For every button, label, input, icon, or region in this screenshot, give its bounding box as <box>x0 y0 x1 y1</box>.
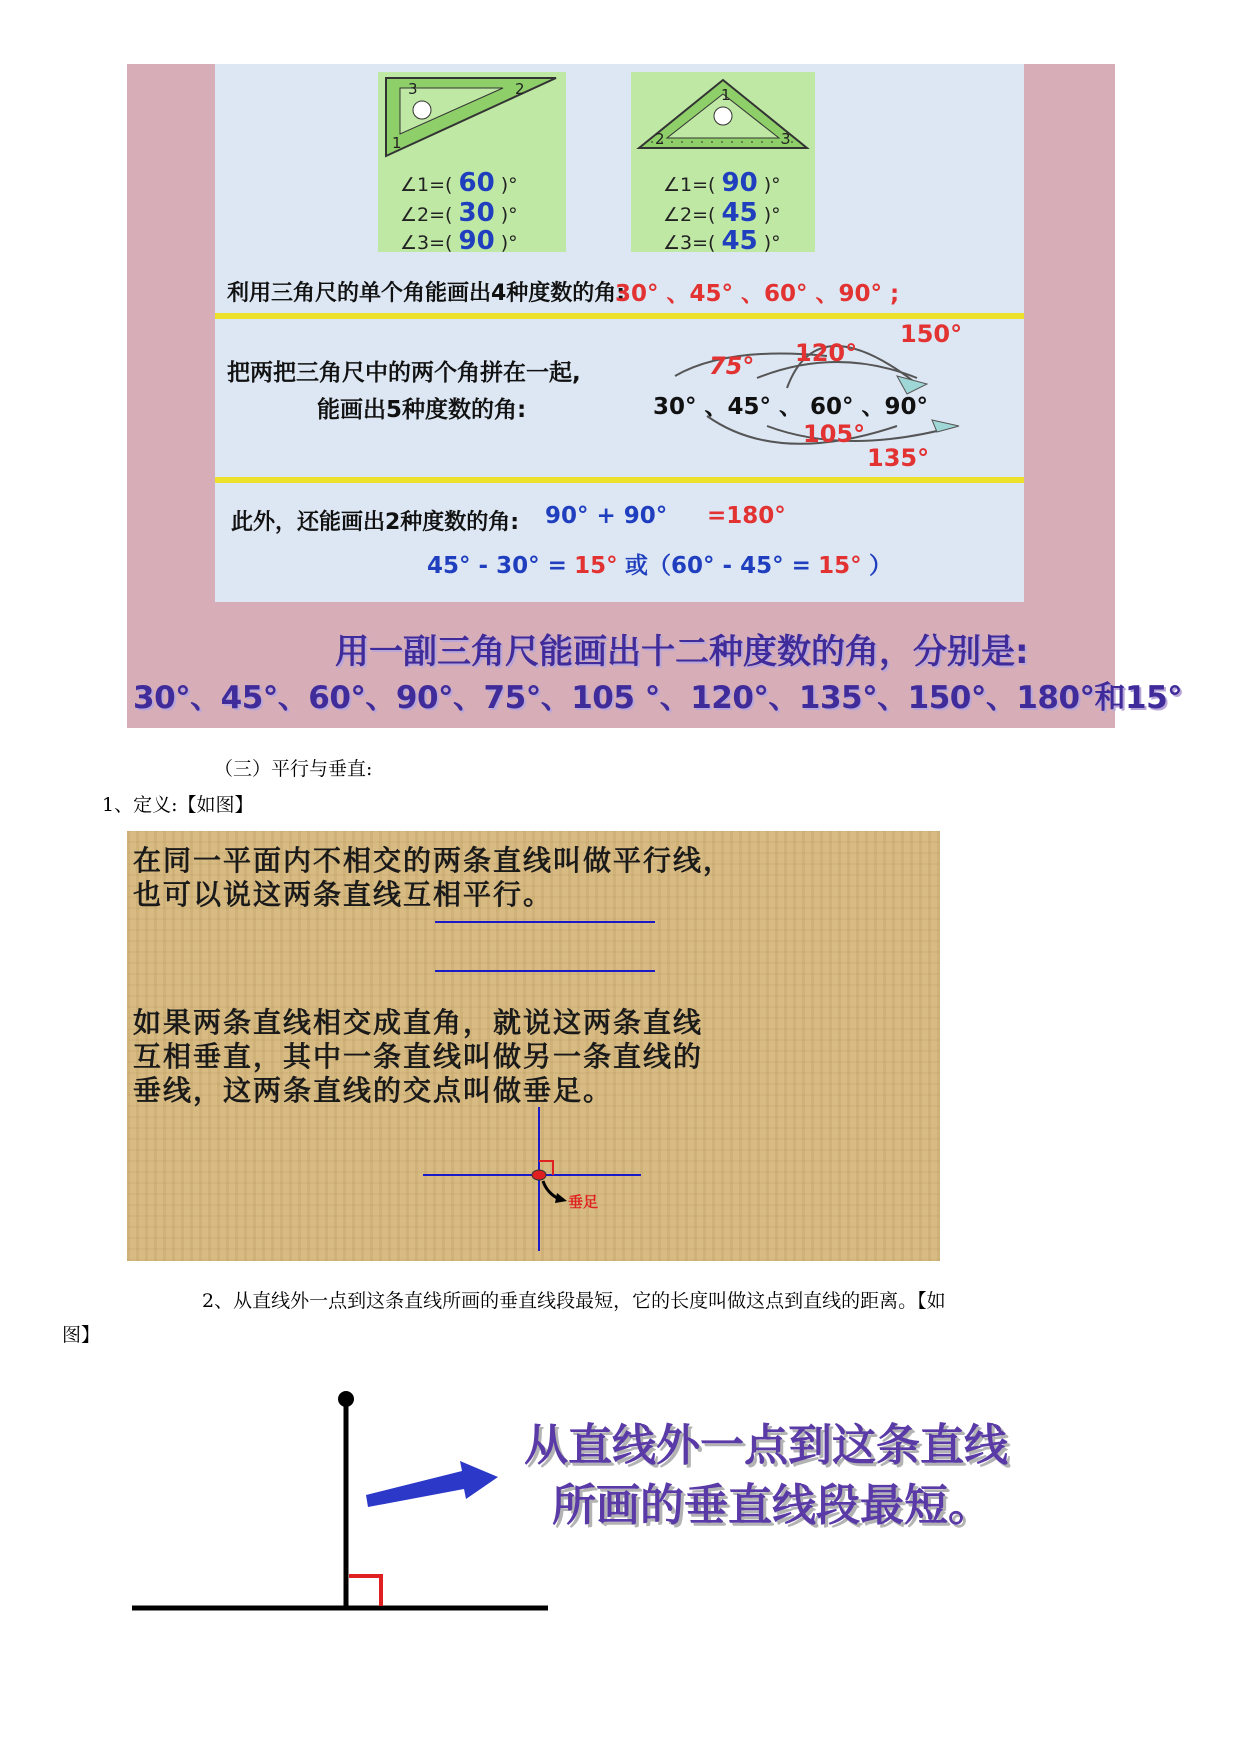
straight-angle-label: 此外，还能画出2种度数的角: <box>231 510 520 535</box>
set-square-30-60-icon <box>378 72 566 162</box>
vertex-label-2: 2 <box>515 80 525 98</box>
single-angle-values: 30° 、45° 、60° 、90° ; <box>615 281 900 307</box>
sum-label: 150° <box>900 320 963 348</box>
eq1-right: =180° <box>707 503 786 529</box>
perpendicular-definition-line1: 如果两条直线相交成直角，就说这两条直线 <box>133 1006 704 1039</box>
angle-row: ∠1=( 90 )° <box>663 168 781 198</box>
vertex-label-3: 3 <box>781 130 791 148</box>
combined-angle-line1: 把两把三角尺中的两个角拼在一起, <box>227 360 581 386</box>
caption-line1: 从直线外一点到这条直线 <box>524 1420 1008 1471</box>
parallel-definition-line2: 也可以说这两条直线互相平行。 <box>133 878 554 911</box>
summary-line2: 30°、45°、60°、90°、75°、105 °、120°、135°、150°、180°和15° <box>133 680 1183 716</box>
parallel-perpendicular-figure <box>127 831 940 1261</box>
triangle-ruler-figure <box>127 64 1183 728</box>
combined-base-angles: 30° 、45° 、 60° 、90° <box>653 394 929 420</box>
angle-row: ∠1=( 60 )° <box>400 168 518 198</box>
summary-line1: 用一副三角尺能画出十二种度数的角，分别是: <box>335 632 1029 672</box>
vertex-label-3: 3 <box>408 80 418 98</box>
vertex-label-2: 2 <box>655 130 665 148</box>
combined-angle-line2: 能画出5种度数的角: <box>317 397 527 423</box>
perpendicular-definition-line3: 垂线，这两条直线的交点叫做垂足。 <box>133 1074 614 1107</box>
angle-row: ∠2=( 45 )° <box>663 198 781 228</box>
single-angle-label: 利用三角尺的单个角能画出4种度数的角: <box>227 281 626 306</box>
angle-row: ∠3=( 90 )° <box>400 226 518 256</box>
vertex-label-1: 1 <box>721 86 731 104</box>
sum-label: 75° <box>709 352 755 380</box>
sum-label: 120° <box>795 339 858 367</box>
shortest-distance-figure <box>120 1385 1008 1635</box>
point2-line2: 图】 <box>62 1324 101 1346</box>
left-triangle-card <box>378 72 566 256</box>
eq2-row: 45° - 30° = 15° 或（60° - 45° = 15° ） <box>427 553 892 579</box>
angle-row: ∠3=( 45 )° <box>663 226 781 256</box>
point2-line1: 2、从直线外一点到这条直线所画的垂直线段最短，它的长度叫做这点到直线的距离。【如 <box>202 1290 946 1312</box>
right-triangle-card <box>631 72 815 256</box>
sum-label: 105° <box>803 420 866 448</box>
eq1-left: 90° + 90° <box>545 503 668 529</box>
foot-label: 垂足 <box>568 1193 599 1211</box>
perpendicular-definition-line2: 互相垂直，其中一条直线叫做另一条直线的 <box>133 1040 704 1073</box>
sum-label: 135° <box>867 444 930 472</box>
definition-heading: 1、定义:【如图】 <box>102 794 254 816</box>
parallel-definition-line1: 在同一平面内不相交的两条直线叫做平行线， <box>133 844 734 877</box>
section-heading: （三）平行与垂直: <box>214 758 373 780</box>
caption-line2: 所画的垂直线段最短。 <box>552 1480 992 1531</box>
divider <box>215 477 1024 483</box>
vertex-label-1: 1 <box>392 134 402 152</box>
angle-row: ∠2=( 30 )° <box>400 198 518 228</box>
